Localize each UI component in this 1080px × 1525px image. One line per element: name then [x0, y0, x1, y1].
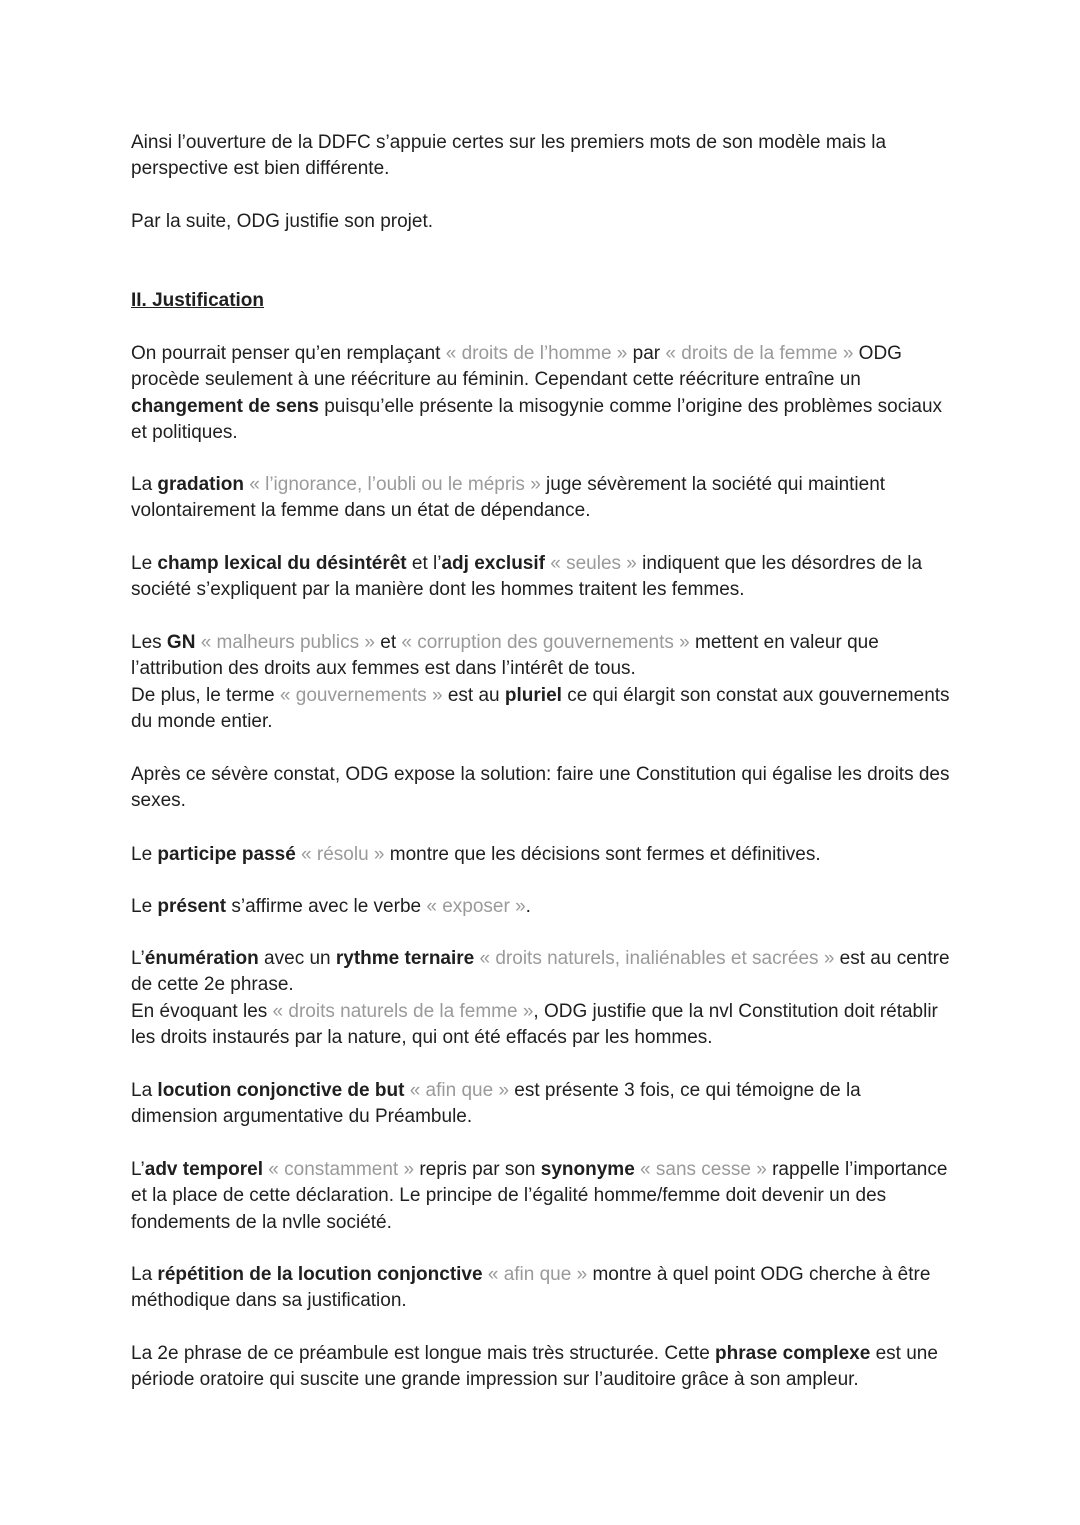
text-run: .: [525, 896, 531, 917]
text-run: L’: [131, 948, 145, 969]
quotation: « malheurs publics »: [200, 632, 375, 653]
text-run: juge sévèrement la société qui maintient volontairement la femme dans un état de dépendance.: [131, 474, 886, 522]
text-run: Les: [131, 632, 167, 653]
bold-term: adj exclusif: [441, 553, 545, 574]
text-run: Le: [131, 844, 158, 865]
text-run: La: [131, 1264, 158, 1285]
text-run: et l’: [406, 553, 442, 574]
quotation: « afin que »: [409, 1080, 510, 1101]
text-run: avec un: [258, 948, 336, 969]
quotation: « résolu »: [301, 844, 385, 865]
text-run: Par la suite, ODG justifie son projet.: [131, 211, 434, 232]
quotation: « droits de l’homme »: [445, 343, 628, 364]
bold-term: changement de sens: [131, 395, 319, 417]
text-run: La: [131, 474, 158, 495]
text-run: est au: [442, 684, 505, 706]
quotation: « droits naturels de la femme »: [272, 1000, 534, 1022]
paragraph: [131, 1262, 951, 1315]
text-run: En évoquant les: [131, 1000, 273, 1022]
text-run: est au centre de cette 2e phrase.: [131, 948, 950, 996]
text-run: On pourrait penser qu’en remplaçant: [131, 343, 446, 364]
text-run: mettent en valeur que l’attribution des droits aux femmes est dans l’intérêt de tous.: [131, 632, 879, 680]
quotation: « exposer »: [426, 896, 526, 917]
paragraph: [131, 894, 951, 920]
text-run: ODG procède seulement à une réécriture au féminin. Cependant cette réécriture entraîne un: [131, 343, 902, 391]
paragraph: [131, 472, 951, 525]
text-run: est une période oratoire qui suscite une grande impression sur l’auditoire grâce à son ampleur.: [131, 1343, 938, 1391]
text-run: montre à quel point ODG cherche à être méthodique dans sa justification.: [131, 1264, 931, 1312]
quotation: « gouvernements »: [279, 684, 443, 706]
paragraph: [131, 1157, 951, 1236]
text-run: , ODG justifie que la nvl Constitution doit rétablir les droits instaurés par la nature, qui ont été effacés par les hommes.: [131, 1000, 938, 1049]
bold-term: adv temporel: [144, 1159, 264, 1180]
section-heading: II. Justification: [131, 290, 265, 311]
text-run: ce qui élargit son constat aux gouvernements du monde entier.: [131, 684, 950, 733]
text-run: De plus, le terme: [131, 684, 280, 706]
paragraph: [131, 341, 951, 447]
text-run: repris par son: [414, 1159, 541, 1180]
paragraph: [131, 946, 951, 1052]
paragraph: [131, 209, 951, 235]
quotation: « droits naturels, inaliénables et sacrées »: [479, 948, 835, 969]
text-run: montre que les décisions sont fermes et définitives.: [384, 844, 821, 865]
paragraph: [131, 630, 951, 736]
text-run: indiquent que les désordres de la société s’expliquent par la manière dont les hommes traitent les femmes.: [131, 553, 923, 601]
bold-term: présent: [157, 896, 227, 917]
text-run: La: [131, 1080, 158, 1101]
paragraph: [131, 130, 951, 183]
text-run: rappelle l’importance et la place de cette déclaration. Le principe de l’égalité homme/femme doit devenir un des fondements de la nvlle société.: [131, 1159, 948, 1233]
quotation: « constamment »: [268, 1159, 415, 1180]
text-run: Le: [131, 553, 158, 574]
paragraph: [131, 762, 951, 815]
bold-term: énumération: [144, 948, 259, 969]
bold-term: champ lexical du désintérêt: [157, 553, 407, 574]
bold-term: pluriel: [504, 684, 562, 706]
quotation: « droits de la femme »: [665, 343, 854, 364]
bold-term: gradation: [157, 474, 244, 495]
bold-term: synonyme: [540, 1159, 635, 1180]
bold-term: participe passé: [157, 844, 296, 865]
quotation: « corruption des gouvernements »: [401, 632, 690, 653]
text-run: est présente 3 fois, ce qui témoigne de la dimension argumentative du Préambule.: [131, 1080, 861, 1128]
bold-term: phrase complexe: [715, 1343, 871, 1364]
text-run: Après ce sévère constat, ODG expose la solution: faire une Constitution qui égalise les droits des sexes.: [131, 764, 950, 812]
quotation: « l’ignorance, l’oubli ou le mépris »: [249, 474, 541, 495]
quotation: « seules »: [550, 553, 637, 574]
text-run: par: [627, 343, 666, 364]
paragraph: [131, 1078, 951, 1131]
quotation: « sans cesse »: [640, 1159, 767, 1180]
quotation: « afin que »: [487, 1264, 588, 1285]
paragraph: [131, 1341, 951, 1394]
bold-term: GN: [166, 632, 196, 653]
text-run: L’: [131, 1159, 145, 1180]
text-run: La 2e phrase de ce préambule est longue mais très structurée. Cette: [131, 1343, 716, 1364]
paragraph: [131, 551, 951, 604]
bold-term: répétition de la locution conjonctive: [157, 1264, 483, 1285]
paragraph: [131, 842, 951, 868]
text-run: et: [374, 632, 402, 653]
text-run: Le: [131, 896, 158, 917]
text-run: puisqu’elle présente la misogynie comme l’origine des problèmes sociaux et politiques.: [131, 395, 943, 444]
text-run: Ainsi l’ouverture de la DDFC s’appuie certes sur les premiers mots de son modèle mais la perspective est bien différente.: [131, 132, 887, 180]
bold-term: locution conjonctive de but: [157, 1080, 405, 1101]
bold-term: rythme ternaire: [335, 948, 475, 969]
text-run: s’affirme avec le verbe: [226, 896, 427, 917]
